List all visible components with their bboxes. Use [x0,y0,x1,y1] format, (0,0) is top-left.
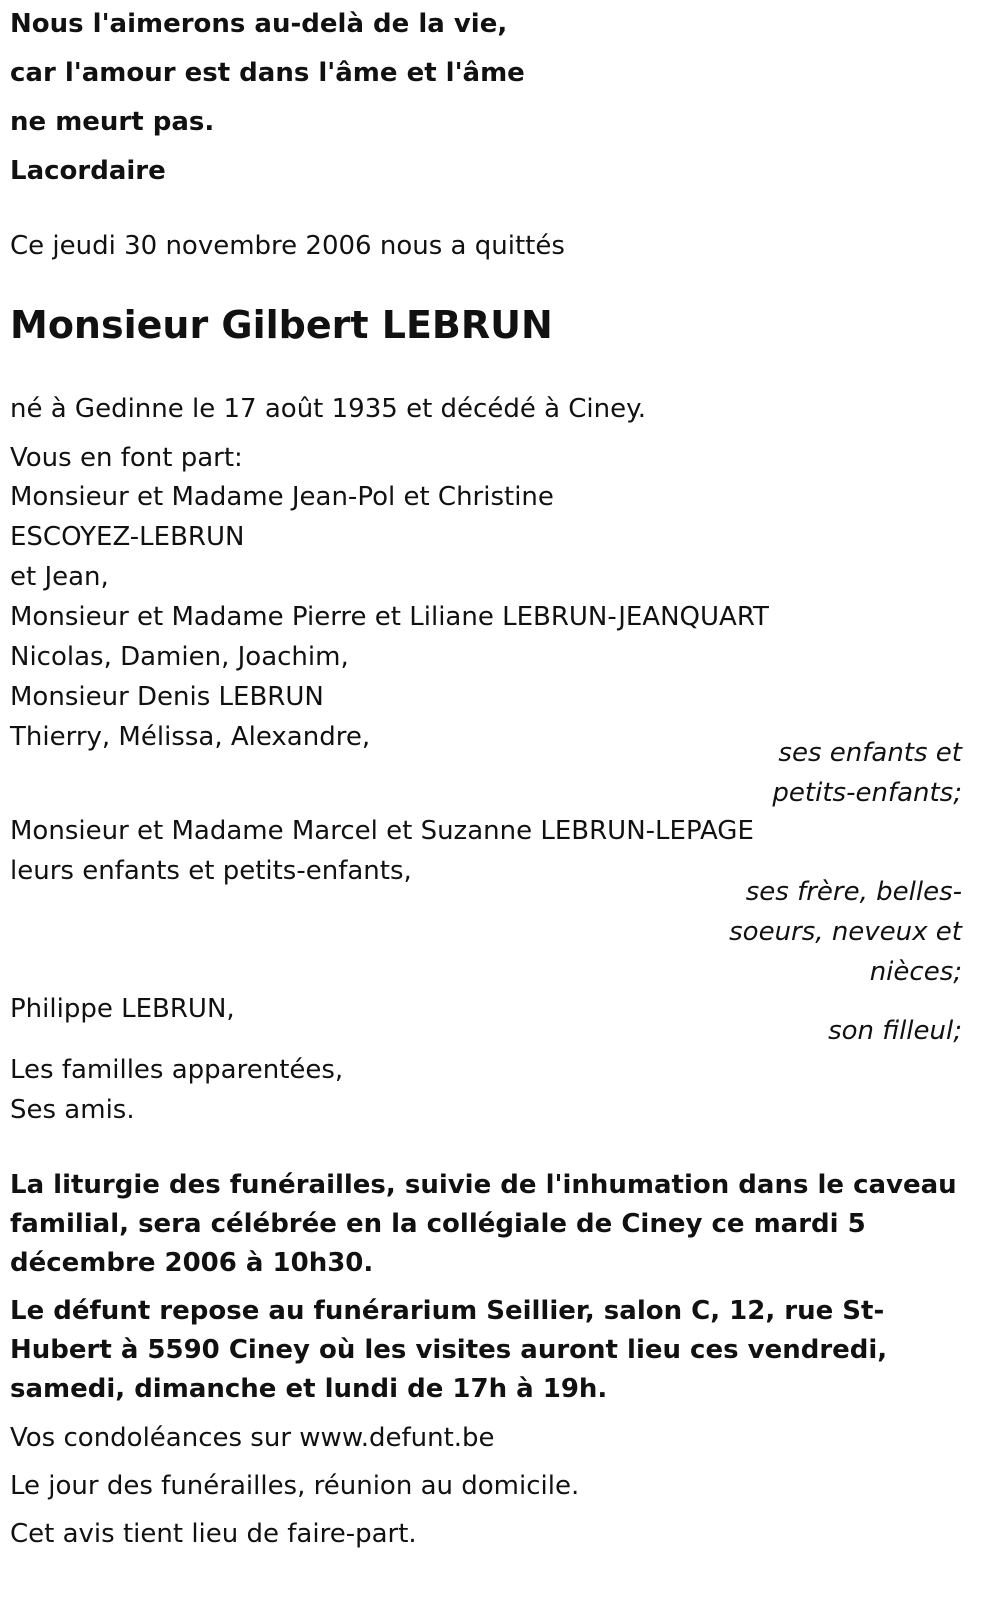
birth-death-text: né à Gedinne le 17 août 1935 et décédé à Ciney. [10,394,647,424]
intro-text: Vous en font part: [10,443,243,473]
liturgy-text: La liturgie des funérailles, suivie de l'inhumation dans le caveau familial, sera célébrée en la collégiale de Ciney ce mardi 5 décembre 2006 à 10h30. [10,1170,957,1278]
relation-line: ses frère, belles- [745,877,962,907]
relation-line: nièces; [869,957,962,987]
epigraph-quote [10,0,525,196]
quote-line-1: Nous l'aimerons au-delà de la vie, [10,9,508,39]
deceased-name: Monsieur Gilbert LEBRUN [10,303,553,347]
condolences-text: Vos condoléances sur www.defunt.be [10,1423,495,1453]
relation-line: ses enfants et [778,738,962,768]
family-group-children [10,477,769,757]
family-group-siblings [10,811,754,891]
faire-part-text: Cet avis tient lieu de faire-part. [10,1519,417,1549]
family-line: leurs enfants et petits-enfants, [10,856,412,886]
family-line: ESCOYEZ-LEBRUN [10,522,245,552]
funeral-visits [10,1292,960,1409]
family-line: Monsieur et Madame Pierre et Liliane LEBRUN-JEANQUART [10,602,769,632]
family-line: et Jean, [10,562,109,592]
family-line: Les familles apparentées, [10,1055,344,1085]
quote-author: Lacordaire [10,156,166,186]
family-line: Monsieur et Madame Marcel et Suzanne LEBRUN-LEPAGE [10,816,754,846]
visits-text: Le défunt repose au funérarium Seillier, salon C, 12, rue St-Hubert à 5590 Ciney où les visites auront lieu ces vendredi, samedi, dimanche et lundi de 17h à 19h. [10,1296,888,1404]
relation-children [662,733,962,813]
family-line: Monsieur et Madame Jean-Pol et Christine [10,482,554,512]
relation-siblings [662,872,962,992]
family-line: Philippe LEBRUN, [10,994,235,1024]
family-line: Monsieur Denis LEBRUN [10,682,324,712]
relation-line: soeurs, neveux et [729,917,962,947]
announcement-text: Ce jeudi 30 novembre 2006 nous a quittés [10,231,565,261]
family-group-godson [10,989,235,1029]
family-line: Nicolas, Damien, Joachim, [10,642,349,672]
reunion-text: Le jour des funérailles, réunion au domicile. [10,1471,580,1501]
relation-line: son filleul; [828,1016,962,1046]
quote-line-2: car l'amour est dans l'âme et l'âme [10,58,525,88]
relation-line: petits-enfants; [772,778,962,808]
family-line: Ses amis. [10,1095,135,1125]
relation-godson [662,1011,962,1051]
family-others [10,1050,343,1130]
funeral-liturgy [10,1166,960,1283]
quote-line-3: ne meurt pas. [10,107,215,137]
family-line: Thierry, Mélissa, Alexandre, [10,722,371,752]
